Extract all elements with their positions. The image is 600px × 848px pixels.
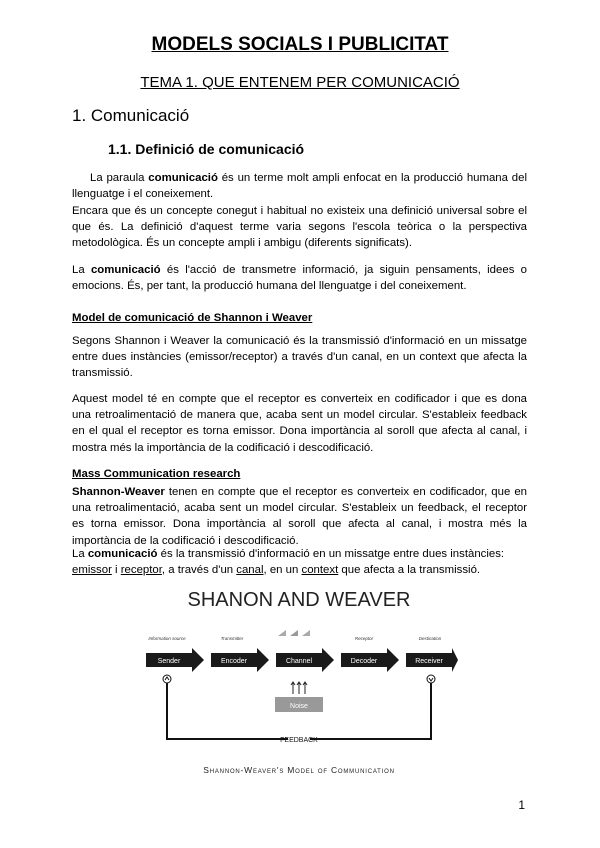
feedback-label: FEEDBACK	[280, 737, 318, 744]
diagram-title: SHANON AND WEAVER	[187, 589, 411, 611]
sender-box	[146, 648, 204, 672]
intro-paragraph-3: La comunicació és l'acció de transmetre informació, ja siguin pensaments, idees o emocions. És, per tant, la producció humana del llenguatge i del coneixement.	[72, 264, 528, 293]
mass-paragraph-2: La comunicació és la transmissió d'informació en un missatge entre dues instàncies: emissor i receptor, a través d'un canal, en un context que afecta a la transmissió.	[72, 548, 505, 577]
encoder-box	[211, 648, 269, 672]
shannon-weaver-diagram	[140, 584, 458, 782]
mass-heading: Mass Communication research	[72, 468, 241, 480]
section-heading: 1. Comunicació	[72, 106, 190, 125]
shannon-paragraph-2: Aquest model té en compte que el receptor es converteix en codificador i que es dona una retroalimentació de manera que, acaba sent un model circular. S'estableix feedback en el qual el receptor es torna emissor. Dona importància al soroll que afecta al canal, i mostra més la importància de la codificació i descodificació.	[72, 393, 527, 454]
decoder-box	[341, 648, 399, 672]
receiver-box	[406, 648, 458, 672]
label-receptor: Receptor	[354, 636, 374, 641]
document-subtitle: TEMA 1. QUE ENTENEM PER COMUNICACIÓ	[140, 74, 460, 91]
document-title: MODELS SOCIALS I PUBLICITAT	[151, 34, 449, 55]
label-transmitter: Transmitter	[220, 636, 244, 641]
subsection-heading: 1.1. Definició de comunicació	[108, 141, 305, 157]
svg-text:Channel: Channel	[285, 658, 313, 665]
diagram-caption: Shannon-Weaver's Model of Communication	[203, 765, 395, 775]
svg-text:Decoder: Decoder	[350, 658, 378, 665]
channel-box	[276, 630, 334, 672]
label-destination: Destination	[418, 636, 442, 641]
svg-text:Encoder: Encoder	[220, 658, 248, 665]
svg-text:Receiver: Receiver	[415, 658, 443, 665]
svg-text:Noise: Noise	[290, 703, 308, 710]
intro-paragraph-1: La paraula comunicació és un terme molt ampli enfocat en la producció humana del llenguatge i el coneixement.	[72, 172, 527, 201]
shannon-paragraph-1: Segons Shannon i Weaver la comunicació és la transmissió d'informació en un missatge entre dues instàncies (emissor/receptor) a través d'un canal, en un context que afecta la transmissió.	[72, 335, 527, 380]
mass-paragraph-1: Shannon-Weaver tenen en compte que el receptor es converteix en codificador, que en una retroalimentació, acaba sent un model circular. S'estableix un feedback, el receptor es torna emissor. Dona importància al soroll que afecta al canal, i mostra més la importància de la codificació i descodificació.	[72, 486, 527, 547]
svg-text:Sender: Sender	[157, 658, 181, 665]
label-information-source: Information source	[148, 636, 186, 641]
noise-box	[275, 697, 323, 712]
noise-arrows	[291, 682, 307, 694]
intro-paragraph-2: Encara que és un concepte conegut i habitual no existeix una definició universal sobre el que és. La definició d'aquest terme varia segons l'escola teòrica o la perspectiva metodològica. És un concepte ampli i ambigu (diferents significats).	[72, 205, 527, 250]
page-number: 1	[518, 798, 525, 812]
shannon-heading: Model de comunicació de Shannon i Weaver	[72, 312, 313, 324]
